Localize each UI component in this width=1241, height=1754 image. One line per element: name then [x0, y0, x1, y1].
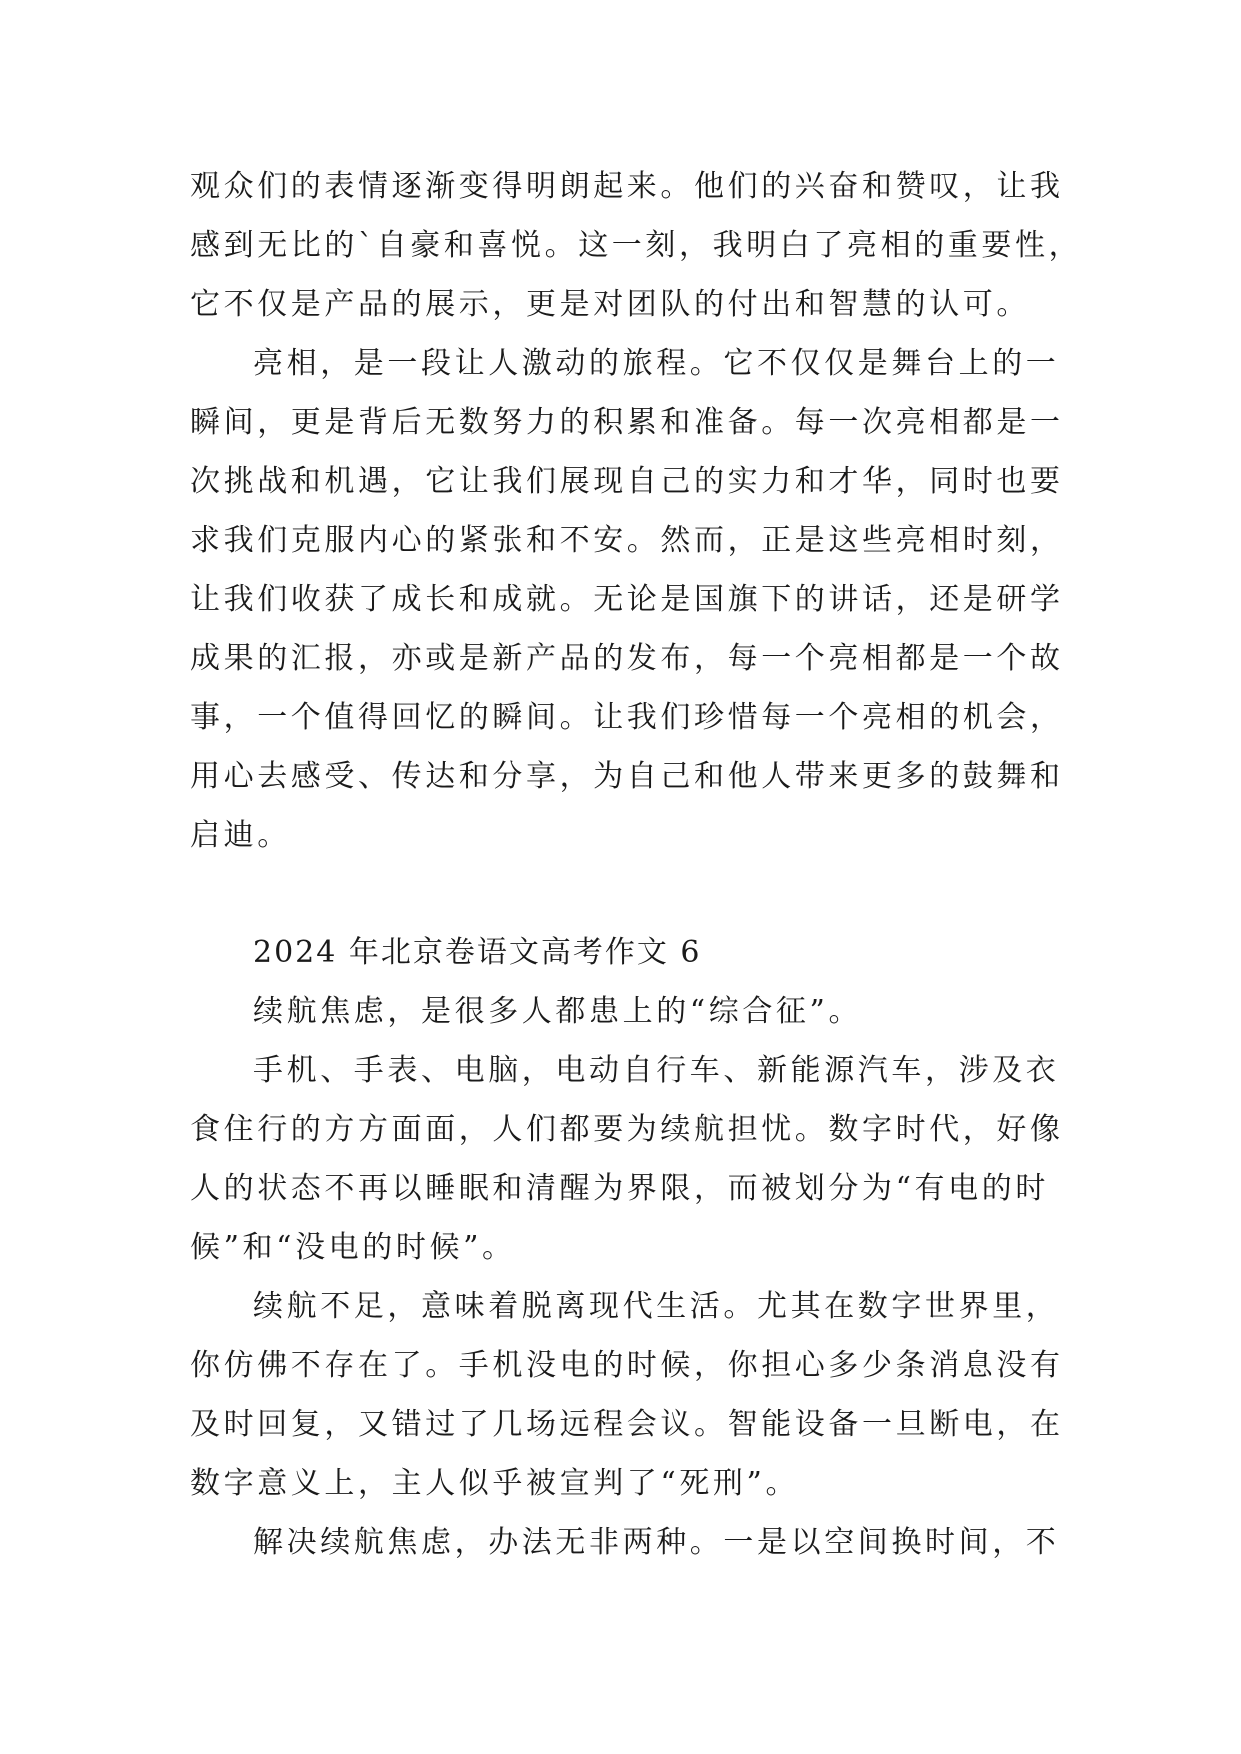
- text-line: 启迪。: [190, 818, 291, 853]
- text-line: 人的状态不再以睡眠和清醒为界限，而被划分为“有电的时: [190, 1171, 1049, 1206]
- text-line: 你仿佛不存在了。手机没电的时候，你担心多少条消息没有: [190, 1348, 1064, 1383]
- text-line: 手机、手表、电脑，电动自行车、新能源汽车，涉及衣: [253, 1053, 1060, 1088]
- text-line: 候”和“没电的时候”。: [190, 1230, 516, 1265]
- text-line: 感到无比的`自豪和喜悦。这一刻，我明白了亮相的重要性，: [190, 228, 1083, 263]
- text-line: 观众们的表情逐渐变得明朗起来。他们的兴奋和赞叹，让我: [190, 169, 1064, 204]
- essay-passage-2: [190, 923, 1070, 1572]
- text-line: 食住行的方方面面，人们都要为续航担忧。数字时代，好像: [190, 1112, 1064, 1147]
- text-line: 解决续航焦虑，办法无非两种。一是以空间换时间，不: [253, 1525, 1060, 1560]
- text-line: 续航不足，意味着脱离现代生活。尤其在数字世界里，: [253, 1289, 1060, 1324]
- text-line: 瞬间，更是背后无数努力的积累和准备。每一次亮相都是一: [190, 405, 1064, 440]
- text-line: 续航焦虑，是很多人都患上的“综合征”。: [253, 994, 863, 1029]
- essay-title: 2024 年北京卷语文高考作文 6: [253, 935, 702, 970]
- text-line: 亮相，是一段让人激动的旅程。它不仅仅是舞台上的一: [253, 346, 1060, 381]
- text-line: 成果的汇报，亦或是新产品的发布，每一个亮相都是一个故: [190, 641, 1064, 676]
- text-line: 数字意义上，主人似乎被宣判了“死刑”。: [190, 1466, 800, 1501]
- text-line: 它不仅是产品的展示，更是对团队的付出和智慧的认可。: [190, 287, 1030, 322]
- text-line: 求我们克服内心的紧张和不安。然而，正是这些亮相时刻，: [190, 523, 1064, 558]
- text-line: 用心去感受、传达和分享，为自己和他人带来更多的鼓舞和: [190, 759, 1064, 794]
- text-line: 事，一个值得回忆的瞬间。让我们珍惜每一个亮相的机会，: [190, 700, 1064, 735]
- text-line: 让我们收获了成长和成就。无论是国旗下的讲话，还是研学: [190, 582, 1064, 617]
- essay-passage-1: [190, 157, 1083, 865]
- text-line: 次挑战和机遇，它让我们展现自己的实力和才华，同时也要: [190, 464, 1064, 499]
- text-line: 及时回复，又错过了几场远程会议。智能设备一旦断电，在: [190, 1407, 1064, 1442]
